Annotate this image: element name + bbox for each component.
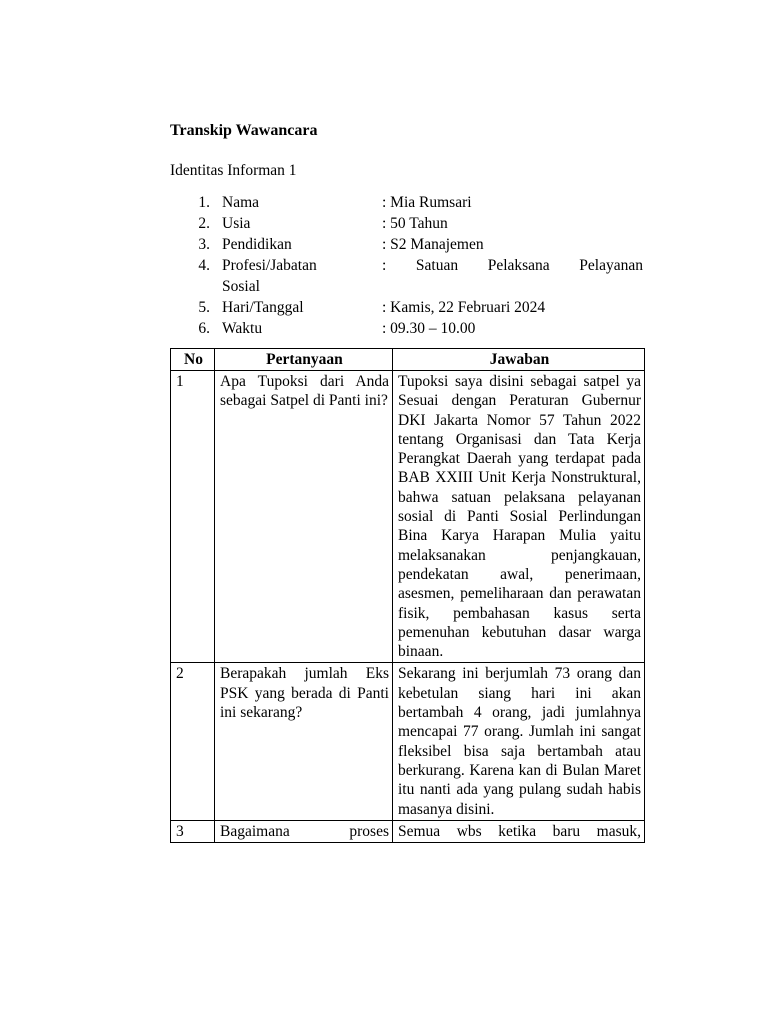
identity-label: Waktu	[222, 320, 263, 337]
informant-heading: Identitas Informan 1	[170, 162, 297, 179]
row-number	[171, 820, 215, 842]
header-question: Pertanyaan	[215, 349, 393, 371]
answer-cell: Tupoksi saya disini sebagai satpel ya Sesuai dengan Peraturan Gubernur DKI Jakarta Nomor 57 Tahun 2022 tentang Organisasi dan Tata Kerja Perangkat Daerah yang terdapat pada BAB XXIII Unit Kerja Nonstruktural, bahwa satuan pelaksana pelayanan sosial di Panti Sosial Perlindungan Bina Karya Harapan Mulia yaitu melaksanakan penjangkauan, pendekatan awal, penerimaan, asesmen, pemeliharaan dan perawatan fisik, pembahasan kasus serta pemenuhan kebutuhan dasar warga binaan.	[393, 371, 645, 663]
row-number: 2	[171, 663, 215, 820]
header-answer: Jawaban	[393, 349, 645, 371]
identity-number: 5.	[198, 299, 210, 316]
identity-item	[170, 213, 643, 234]
identity-list	[170, 192, 643, 339]
identity-value: : Kamis, 22 Februari 2024	[382, 299, 546, 316]
answer-cell	[393, 820, 645, 842]
identity-label: Pendidikan	[222, 236, 292, 253]
table-row	[171, 371, 645, 663]
identity-number: 1.	[198, 194, 210, 211]
identity-label: Nama	[222, 194, 260, 211]
question-cell: Apa Tupoksi dari Anda sebagai Satpel di Panti ini?	[215, 371, 393, 663]
identity-item	[170, 297, 643, 318]
identity-label: Profesi/Jabatan Sosial	[222, 257, 317, 295]
question-cell: Berapakah jumlah Eks PSK yang berada di Panti ini sekarang?	[215, 663, 393, 820]
table-row	[171, 820, 645, 842]
identity-item	[170, 318, 643, 339]
identity-value: : 50 Tahun	[382, 215, 448, 232]
table-header-row	[171, 349, 645, 371]
identity-label: Hari/Tanggal	[222, 299, 304, 316]
header-no: No	[171, 349, 215, 371]
identity-item	[170, 234, 643, 255]
question-text: Bagaimana proses	[220, 822, 389, 840]
identity-item	[170, 255, 643, 297]
identity-value: : 09.30 – 10.00	[382, 320, 476, 337]
row-number: 1	[171, 371, 215, 663]
identity-value: : Mia Rumsari	[382, 194, 472, 211]
identity-value: : S2 Manajemen	[382, 236, 484, 253]
identity-number: 2.	[198, 215, 210, 232]
table-row	[171, 663, 645, 820]
identity-item	[170, 192, 643, 213]
document-title: Transkip Wawancara	[170, 122, 318, 139]
answer-text: Semua wbs ketika baru masuk,	[398, 822, 641, 840]
row-number-text: 3	[176, 822, 184, 840]
identity-label: Usia	[222, 215, 251, 232]
identity-number: 3.	[198, 236, 210, 253]
answer-cell: Sekarang ini berjumlah 73 orang dan kebetulan siang hari ini akan bertambah 4 orang, jadi jumlahnya mencapai 77 orang. Jumlah ini sangat fleksibel bisa saja bertambah atau berkurang. Karena kan di Bulan Maret itu nanti ada yang pulang sudah habis masanya disini.	[393, 663, 645, 820]
identity-number: 4.	[198, 257, 210, 274]
question-cell	[215, 820, 393, 842]
identity-value: : Satuan Pelaksana Pelayanan	[382, 257, 643, 274]
identity-number: 6.	[198, 320, 210, 337]
interview-table	[170, 348, 645, 843]
